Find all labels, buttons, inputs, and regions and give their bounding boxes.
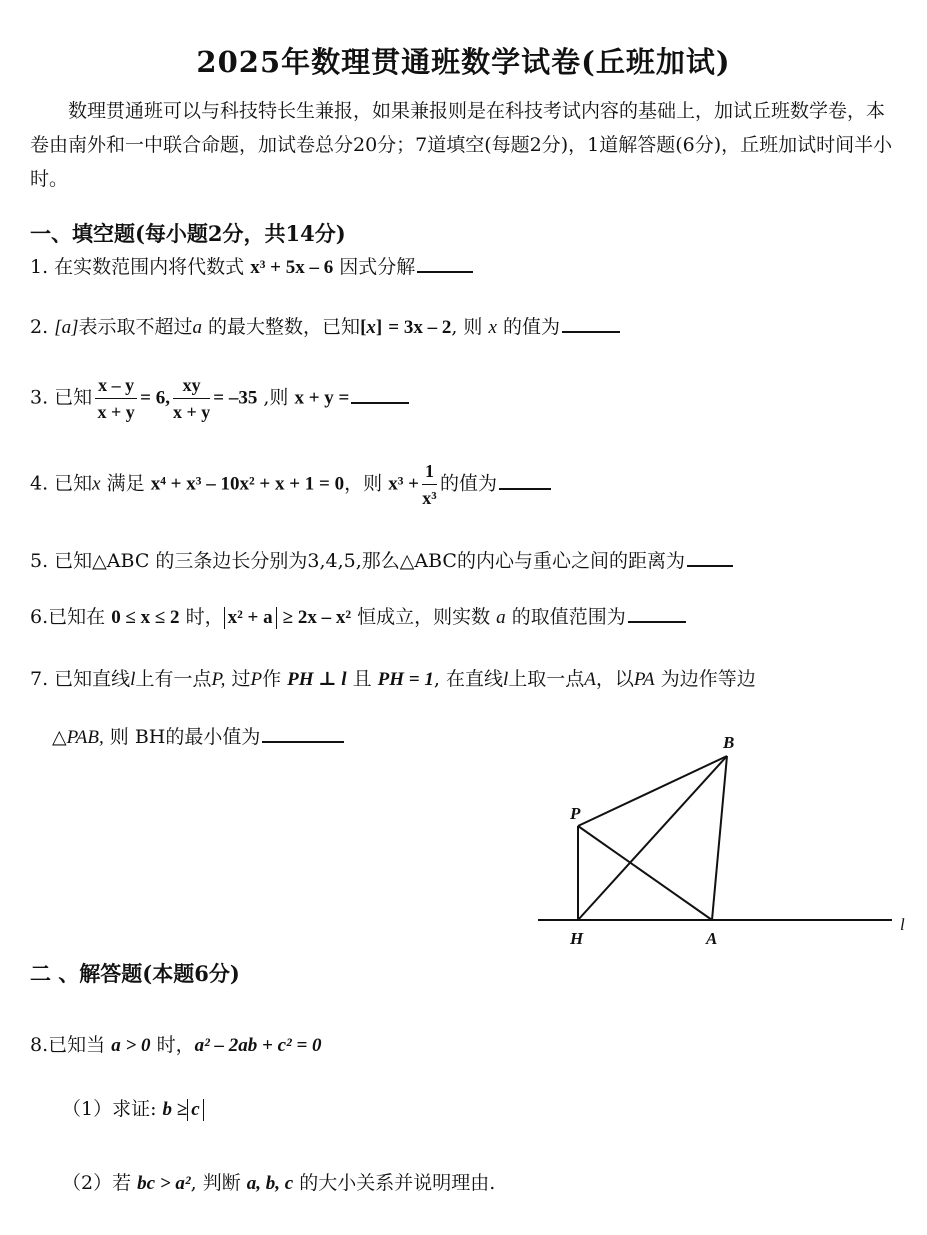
label-p: P — [570, 804, 581, 823]
question-4-text-2: 满足 — [106, 472, 145, 495]
answer-blank[interactable] — [351, 384, 409, 404]
absolute-value-c: c — [187, 1099, 203, 1121]
point-p: P, — [211, 669, 226, 690]
question-8-part-2: （2）若 bc > a², 判断 a, b, c 的大小关系并说明理由. — [62, 1172, 496, 1194]
question-4-target: x³ + — [388, 473, 419, 495]
answer-blank[interactable] — [562, 313, 620, 333]
perpendicular-condition: PH ⊥ l — [287, 669, 347, 690]
question-8-part-1: （1）求证: b ≥ c — [62, 1094, 204, 1121]
answer-blank[interactable] — [628, 603, 686, 623]
exam-introduction: 数理贯通班可以与科技特长生兼报，如果兼报则是在科技考试内容的基础上，加试丘班数学卷，本卷由南外和一中联合命题，加试卷总分20分；7道填空(每题2分)，1道解答题(6分)，丘班加试时间半小时。 — [30, 100, 893, 190]
question-3 — [30, 374, 409, 423]
fraction-1: $\frac{x - y}{x + y}$ — [95, 374, 137, 423]
question-4-equation: x⁴ + x³ – 10x² + x + 1 = 0 — [150, 473, 345, 495]
question-2-text-4: 的值为 — [502, 316, 560, 338]
question-2-text: 表示取不超过 — [78, 316, 193, 338]
question-4-text-4: 的值为 — [439, 472, 497, 495]
geometry-figure — [530, 728, 915, 953]
question-6 — [30, 602, 686, 629]
question-6-inequality: ≥ 2x – x² — [282, 607, 352, 628]
question-5-text: 5. 已知△ABC 的三条边长分别为3,4,5,那么△ABC的内心与重心之间的距离为 — [30, 550, 685, 572]
label-h: H — [570, 929, 584, 948]
question-1-expression: x³ + 5x – 6 — [250, 257, 334, 278]
exam-title: 2025年数理贯通班数学试卷(丘班加试) — [196, 45, 731, 79]
segment-hb — [578, 756, 727, 920]
variable-x: x — [92, 473, 101, 495]
question-6-text-4: 的取值范围为 — [511, 606, 626, 628]
question-2-number: 2. — [30, 316, 49, 338]
equation-1: = 6, — [140, 387, 170, 409]
question-7-line-1: 7. 已知直线l上有一点P, 过P作 PH ⊥ l 且 PH = 1, 在直线l上取一点A，以PA 为边作等边 — [30, 668, 756, 690]
answer-blank[interactable] — [417, 253, 473, 273]
question-1 — [30, 252, 473, 279]
segment-pa — [578, 826, 712, 920]
question-6-text: 6.已知在 — [30, 606, 106, 628]
label-a: A — [706, 929, 718, 948]
answer-blank[interactable] — [262, 723, 344, 743]
condition-a-positive: a > 0 — [111, 1035, 151, 1056]
triangle-pab: △PAB, — [52, 727, 104, 748]
absolute-value-expression: x² + a — [224, 607, 277, 629]
question-3-text-2: ,则 — [263, 386, 289, 409]
question-6-range: 0 ≤ x ≤ 2 — [111, 607, 180, 628]
length-condition: PH = 1 — [377, 669, 434, 690]
condition-bc: bc > a² — [137, 1173, 191, 1194]
question-5 — [30, 546, 733, 573]
answer-blank[interactable] — [499, 470, 551, 490]
question-8: 8.已知当 a > 0 时，a² – 2ab + c² = 0 — [30, 1034, 322, 1056]
question-3-target: x + y = — [294, 387, 350, 409]
variable-x-2: x — [488, 317, 497, 338]
question-1-text-end: 因式分解 — [339, 256, 416, 278]
answer-blank[interactable] — [687, 547, 733, 567]
question-4-text-3: ，则 — [344, 472, 383, 495]
question-8-equation: a² – 2ab + c² = 0 — [194, 1035, 322, 1056]
question-7-line-2: △PAB, 则 BH的最小值为 — [52, 722, 344, 749]
question-4-text: 4. 已知 — [30, 472, 93, 495]
segment-pb — [578, 756, 727, 826]
variables-abc: a, b, c — [246, 1173, 294, 1194]
fraction-2: $\frac{xy}{x + y}$ — [173, 375, 211, 422]
question-4 — [30, 460, 551, 509]
section-fill-in-heading: 一、填空题(每小题2分，共14分) — [30, 221, 346, 246]
label-l: l — [900, 915, 905, 934]
floor-notation: [a] — [54, 317, 79, 338]
question-2-equation: = 3x – 2 — [388, 317, 452, 338]
question-6-text-3: 恒成立，则实数 — [357, 606, 491, 628]
segment-ab — [712, 756, 727, 920]
question-2-text-2: 的最大整数，已知 — [208, 316, 361, 338]
question-6-text-2: 时， — [185, 606, 224, 628]
question-2-text-3: , 则 — [451, 316, 483, 338]
section-solution-heading: 二 、解答题(本题6分) — [30, 961, 240, 986]
line-l: l — [130, 669, 136, 690]
question-2: 2. [a]表示取不超过a 的最大整数，已知[x] = 3x – 2, 则 x 的值为 — [30, 312, 620, 339]
question-3-text: 3. 已知 — [30, 386, 93, 409]
variable-a: a — [192, 317, 202, 338]
variable-a: a — [496, 607, 506, 628]
equation-2: = –35 — [213, 387, 258, 409]
variable-x: x — [366, 317, 376, 338]
label-b: B — [723, 733, 735, 752]
question-1-text: 1. 在实数范围内将代数式 — [30, 256, 245, 278]
point-a: A — [584, 669, 596, 690]
fraction-reciprocal: $\frac{1}{\text{x³}}$ — [422, 461, 437, 508]
